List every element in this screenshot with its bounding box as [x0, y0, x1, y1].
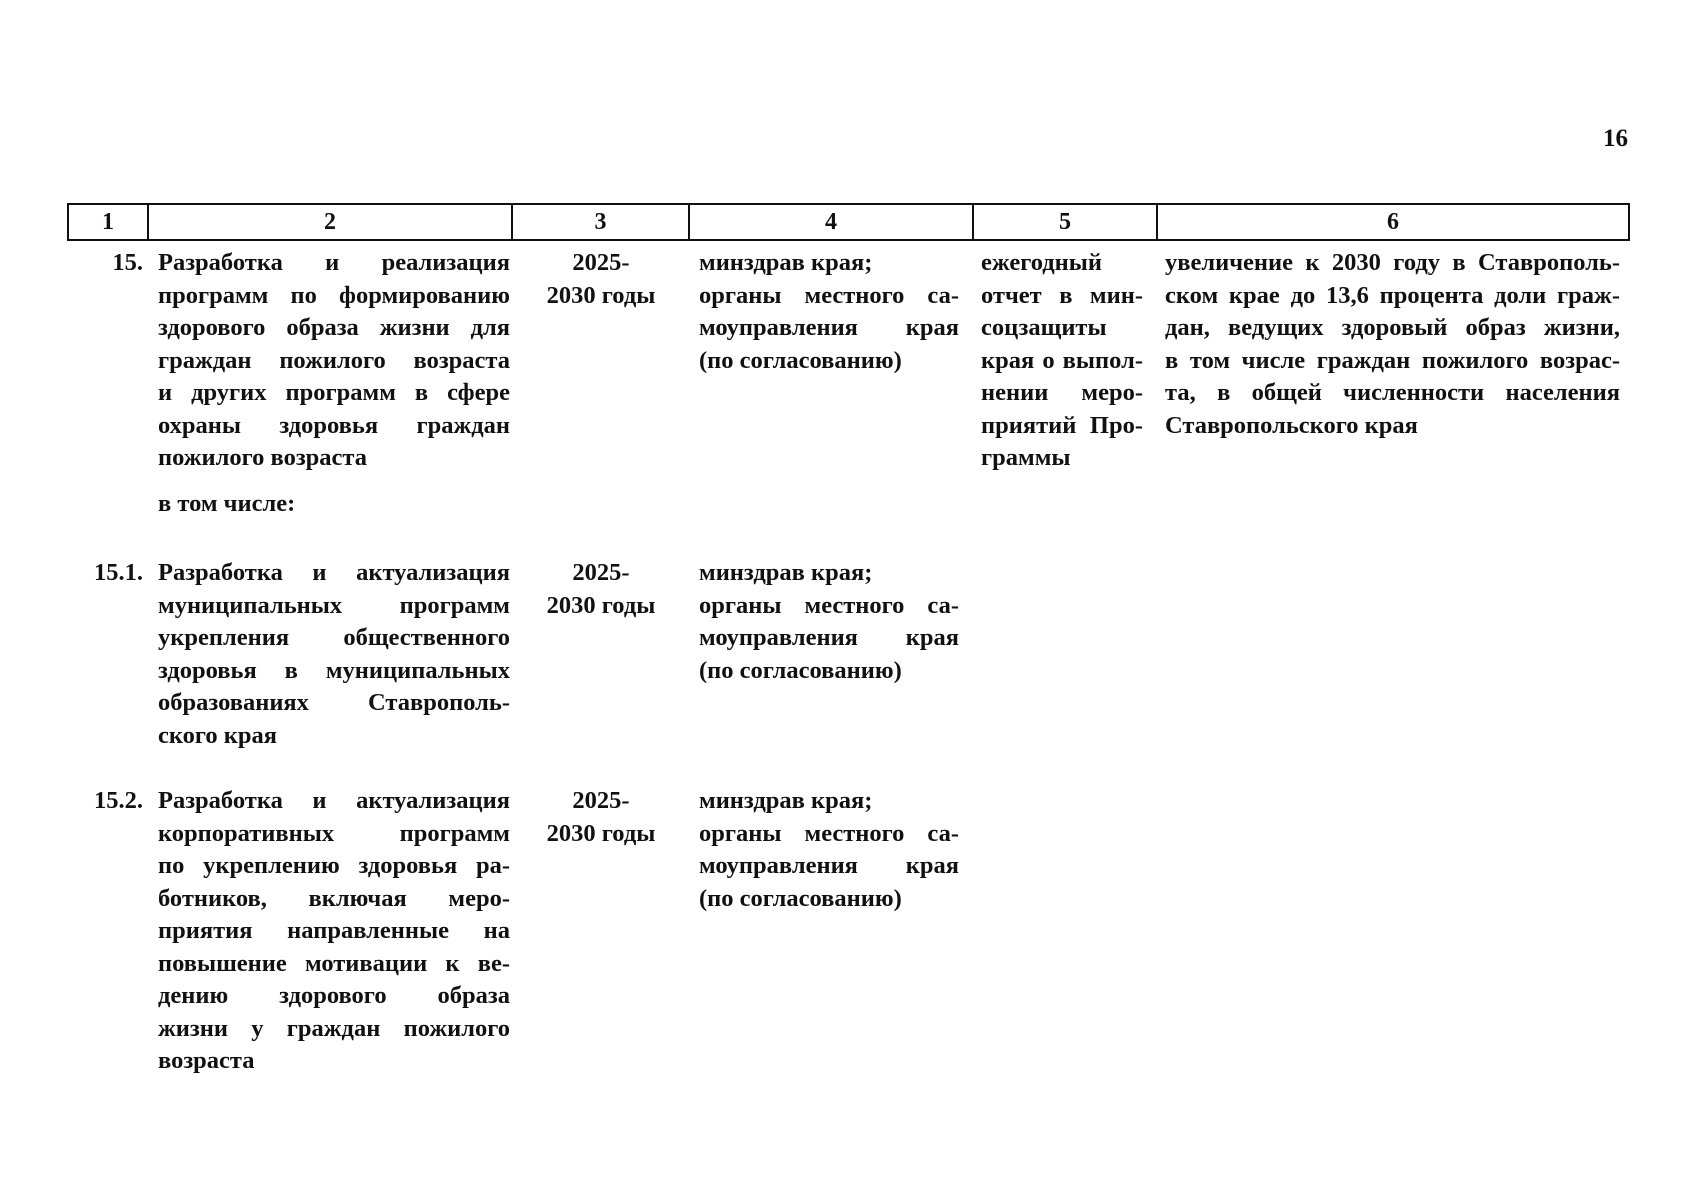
result-line: в том числе граждан пожилого возрас-: [1165, 346, 1620, 374]
executor-line: (по согласованию): [699, 656, 902, 684]
executor-line: минздрав края;: [699, 249, 873, 276]
executors: [699, 247, 959, 377]
title-line: пожилого возраста: [158, 444, 368, 471]
report-line: граммы: [981, 444, 1071, 471]
period: [525, 247, 677, 312]
executors: [699, 557, 959, 687]
result-line: та, в общей численности населения: [1165, 379, 1620, 406]
row-number: 15.2.: [94, 787, 143, 814]
header-col-1: 1: [68, 204, 148, 240]
executor-line: минздрав края;: [699, 559, 873, 586]
header-col-4: 4: [689, 204, 973, 240]
title-line: ботников, включая меро-: [158, 884, 510, 912]
period-line: 2025-: [572, 787, 630, 814]
measure-title: [158, 247, 510, 475]
title-line: укрепления общественного: [158, 624, 510, 651]
header-row: [68, 204, 1629, 240]
title-line: дению здорового образа: [158, 982, 510, 1009]
measure-title: [158, 785, 510, 1078]
title-line: здоровья в муниципальных: [158, 656, 510, 684]
executor-line: органы местного са-: [699, 819, 959, 847]
title-line: Разработка и актуализация: [158, 559, 510, 586]
title-line: Разработка и актуализация: [158, 787, 510, 814]
executor-line: органы местного са-: [699, 281, 959, 309]
title-line: здорового образа жизни для: [158, 314, 510, 341]
report-form: [981, 247, 1143, 475]
title-line: образованиях Ставрополь-: [158, 689, 510, 716]
header-col-2: 2: [148, 204, 512, 240]
expected-result: [1165, 247, 1620, 442]
period: [525, 785, 677, 850]
result-line: Ставропольского края: [1165, 411, 1418, 439]
executor-line: (по согласованию): [699, 884, 902, 912]
row-number: 15.1.: [94, 559, 143, 586]
title-line: по укреплению здоровья ра-: [158, 852, 510, 879]
row-number: 15.: [112, 249, 143, 276]
report-line: края о выпол-: [981, 346, 1143, 374]
executor-line: моуправления края: [699, 314, 959, 341]
executor-line: органы местного са-: [699, 591, 959, 619]
executors: [699, 785, 959, 915]
report-line: ежегодный: [981, 249, 1103, 276]
title-line: ского края: [158, 721, 278, 749]
column-number-header: [67, 203, 1630, 241]
title-line: жизни у граждан пожилого: [158, 1014, 510, 1042]
report-line: соцзащиты: [981, 314, 1107, 341]
title-line: повышение мотивации к ве-: [158, 949, 510, 977]
period: [525, 557, 677, 622]
subheading-including: в том числе:: [158, 490, 296, 517]
executor-line: моуправления края: [699, 852, 959, 879]
report-line: приятий Про-: [981, 411, 1143, 439]
period-line: 2030 годы: [546, 591, 656, 619]
period-line: 2030 годы: [546, 281, 656, 309]
result-line: ском крае до 13,6 процента доли граж-: [1165, 281, 1620, 309]
header-col-6: 6: [1157, 204, 1629, 240]
title-line: приятия направленные на: [158, 917, 510, 944]
executor-line: (по согласованию): [699, 346, 902, 374]
executor-line: минздрав края;: [699, 787, 873, 814]
title-line: и других программ в сфере: [158, 379, 510, 406]
executor-line: моуправления края: [699, 624, 959, 651]
period-line: 2025-: [572, 559, 630, 586]
header-col-5: 5: [973, 204, 1157, 240]
title-line: программ по формированию: [158, 281, 510, 309]
period-line: 2025-: [572, 249, 630, 276]
measure-title: [158, 557, 510, 752]
page-number: 16: [1603, 125, 1628, 152]
title-line: возраста: [158, 1047, 255, 1074]
result-line: дан, ведущих здоровый образ жизни,: [1165, 314, 1620, 341]
title-line: Разработка и реализация: [158, 249, 510, 276]
period-line: 2030 годы: [546, 819, 656, 847]
report-line: отчет в мин-: [981, 281, 1143, 309]
title-line: охраны здоровья граждан: [158, 411, 510, 439]
title-line: муниципальных программ: [158, 591, 510, 619]
header-col-3: 3: [512, 204, 689, 240]
report-line: нении меро-: [981, 379, 1143, 406]
result-line: увеличение к 2030 году в Ставрополь-: [1165, 249, 1620, 276]
title-line: корпоративных программ: [158, 819, 510, 847]
title-line: граждан пожилого возраста: [158, 346, 510, 374]
